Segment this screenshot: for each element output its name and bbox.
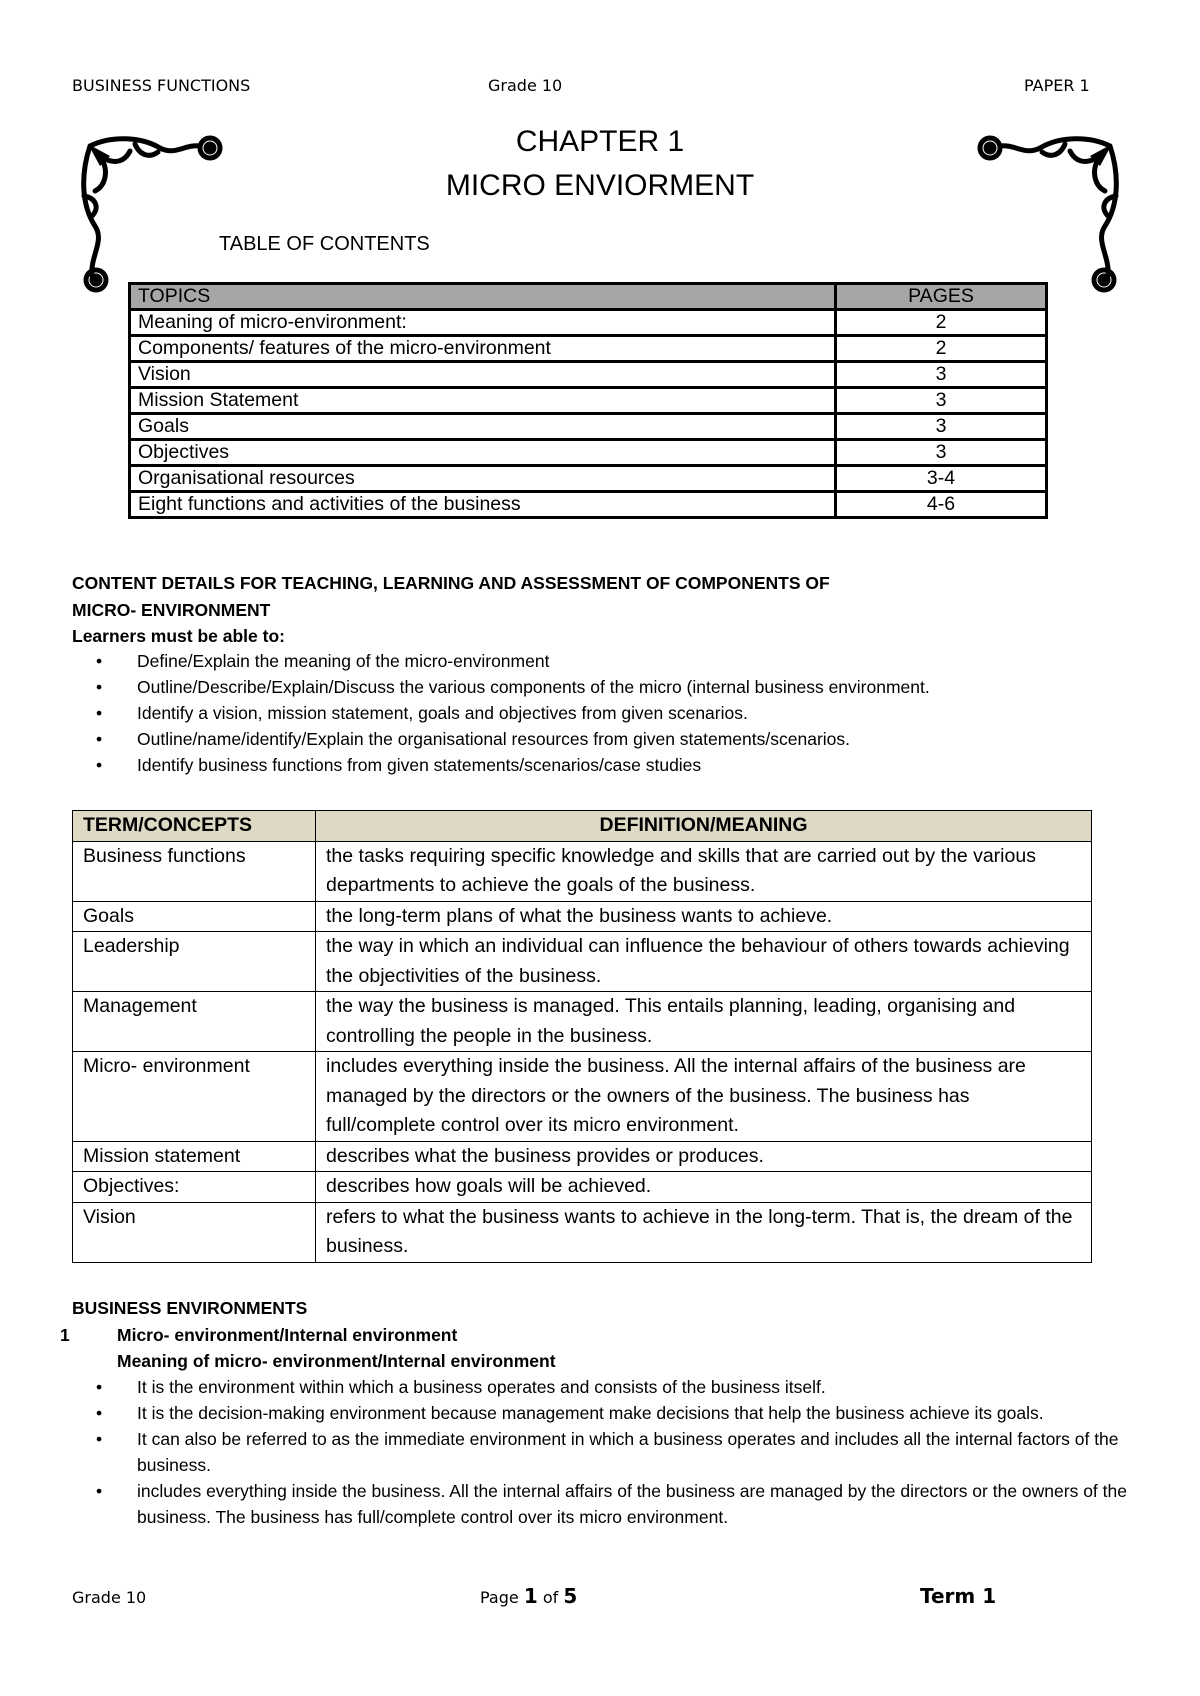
- table-row: [73, 992, 1092, 1052]
- list-item: • Identify a vision, mission statement, goals and objectives from given scenarios.: [72, 700, 1142, 726]
- toc-row: [130, 336, 1047, 362]
- content-heading-line1: CONTENT DETAILS FOR TEACHING, LEARNING AND ASSESSMENT OF COMPONENTS OF: [72, 573, 830, 593]
- toc-topic: Objectives: [130, 440, 836, 466]
- toc-table: [128, 282, 1048, 519]
- term-cell: Micro- environment: [73, 1052, 316, 1142]
- toc-label: TABLE OF CONTENTS: [219, 233, 430, 255]
- content-heading-line2: MICRO- ENVIRONMENT: [72, 600, 271, 620]
- toc-topic: Goals: [130, 414, 836, 440]
- meaning-list: [72, 1374, 1142, 1530]
- terms-table: [72, 810, 1092, 1263]
- chapter-title: CHAPTER 1: [515, 125, 685, 158]
- toc-col-topics: TOPICS: [130, 284, 836, 310]
- toc-page: 3-4: [836, 466, 1047, 492]
- list-item: • includes everything inside the business. All the internal affairs of the business are managed by the directors or the owners of the business. The business has full/complete control over its micro environment.: [72, 1478, 1142, 1530]
- section-title: Micro- environment/Internal environment: [117, 1325, 458, 1345]
- terms-header-row: [73, 811, 1092, 842]
- toc-header-row: [130, 284, 1047, 310]
- term-cell: Vision: [73, 1202, 316, 1262]
- terms-col-term: TERM/CONCEPTS: [73, 811, 316, 842]
- list-item: • Outline/Describe/Explain/Discuss the various components of the micro (internal business environment.: [72, 674, 1142, 700]
- toc-page: 2: [836, 310, 1047, 336]
- list-item: • It can also be referred to as the immediate environment in which a business operates and includes all the internal factors of the business.: [72, 1426, 1142, 1478]
- footer-left: Grade 10: [72, 1588, 147, 1607]
- table-row: [73, 1202, 1092, 1262]
- table-row: [73, 932, 1092, 992]
- footer-of: of: [542, 1588, 559, 1607]
- header-left: BUSINESS FUNCTIONS: [72, 76, 251, 95]
- footer-right: Term 1: [920, 1584, 997, 1608]
- environments-heading: BUSINESS ENVIRONMENTS: [72, 1298, 308, 1318]
- list-item: • Define/Explain the meaning of the micro-environment: [72, 648, 1142, 674]
- toc-topic: Components/ features of the micro-environment: [130, 336, 836, 362]
- toc-row: [130, 466, 1047, 492]
- list-item: • Outline/name/identify/Explain the organisational resources from given statements/scenarios.: [72, 726, 1142, 752]
- toc-page: 3: [836, 440, 1047, 466]
- footer-page-num: 1: [523, 1584, 538, 1608]
- chapter-subtitle: MICRO ENVIORMENT: [445, 169, 755, 202]
- toc-page: 4-6: [836, 492, 1047, 518]
- definition-cell: the tasks requiring specific knowledge and skills that are carried out by the various departments to achieve the goals of the business.: [316, 841, 1092, 901]
- term-cell: Business functions: [73, 841, 316, 901]
- term-cell: Objectives:: [73, 1172, 316, 1203]
- list-item: • Identify business functions from given statements/scenarios/case studies: [72, 752, 1142, 778]
- toc-page: 3: [836, 388, 1047, 414]
- toc-topic: Meaning of micro-environment:: [130, 310, 836, 336]
- definition-cell: the long-term plans of what the business wants to achieve.: [316, 901, 1092, 932]
- term-cell: Leadership: [73, 932, 316, 992]
- table-row: [73, 1172, 1092, 1203]
- footer-page: [480, 1584, 577, 1608]
- learners-label: Learners must be able to:: [72, 626, 285, 646]
- table-row: [73, 1141, 1092, 1172]
- terms-col-definition: DEFINITION/MEANING: [316, 811, 1092, 842]
- toc-row: [130, 440, 1047, 466]
- definition-cell: includes everything inside the business. All the internal affairs of the business are managed by the directors or the owners of the business. The business has full/complete control over its micro environment.: [316, 1052, 1092, 1142]
- toc-topic: Eight functions and activities of the business: [130, 492, 836, 518]
- toc-page: 3: [836, 414, 1047, 440]
- definition-cell: the way in which an individual can influence the behaviour of others towards achieving the objectivities of the business.: [316, 932, 1092, 992]
- toc-topic: Mission Statement: [130, 388, 836, 414]
- definition-cell: describes what the business provides or produces.: [316, 1141, 1092, 1172]
- table-row: [73, 1052, 1092, 1142]
- toc-row: [130, 492, 1047, 518]
- table-row: [73, 841, 1092, 901]
- toc-row: [130, 310, 1047, 336]
- toc-topic: Vision: [130, 362, 836, 388]
- list-item: • It is the environment within which a business operates and consists of the business itself.: [72, 1374, 1142, 1400]
- learner-outcomes-list: [72, 648, 1142, 778]
- toc-col-pages: PAGES: [836, 284, 1047, 310]
- footer-page-prefix: Page: [480, 1588, 519, 1607]
- toc-row: [130, 362, 1047, 388]
- definition-cell: the way the business is managed. This entails planning, leading, organising and controlling the people in the business.: [316, 992, 1092, 1052]
- meaning-title: Meaning of micro- environment/Internal environment: [117, 1351, 556, 1371]
- term-cell: Goals: [73, 901, 316, 932]
- list-item: • It is the decision-making environment because management make decisions that help the business achieve its goals.: [72, 1400, 1142, 1426]
- toc-row: [130, 388, 1047, 414]
- header-center: Grade 10: [488, 76, 563, 95]
- term-cell: Mission statement: [73, 1141, 316, 1172]
- header-right: PAPER 1: [1024, 76, 1090, 95]
- toc-page: 2: [836, 336, 1047, 362]
- section-number: 1: [60, 1325, 70, 1345]
- term-cell: Management: [73, 992, 316, 1052]
- table-row: [73, 901, 1092, 932]
- toc-topic: Organisational resources: [130, 466, 836, 492]
- definition-cell: refers to what the business wants to achieve in the long-term. That is, the dream of the business.: [316, 1202, 1092, 1262]
- toc-page: 3: [836, 362, 1047, 388]
- toc-row: [130, 414, 1047, 440]
- footer-page-total: 5: [563, 1584, 578, 1608]
- definition-cell: describes how goals will be achieved.: [316, 1172, 1092, 1203]
